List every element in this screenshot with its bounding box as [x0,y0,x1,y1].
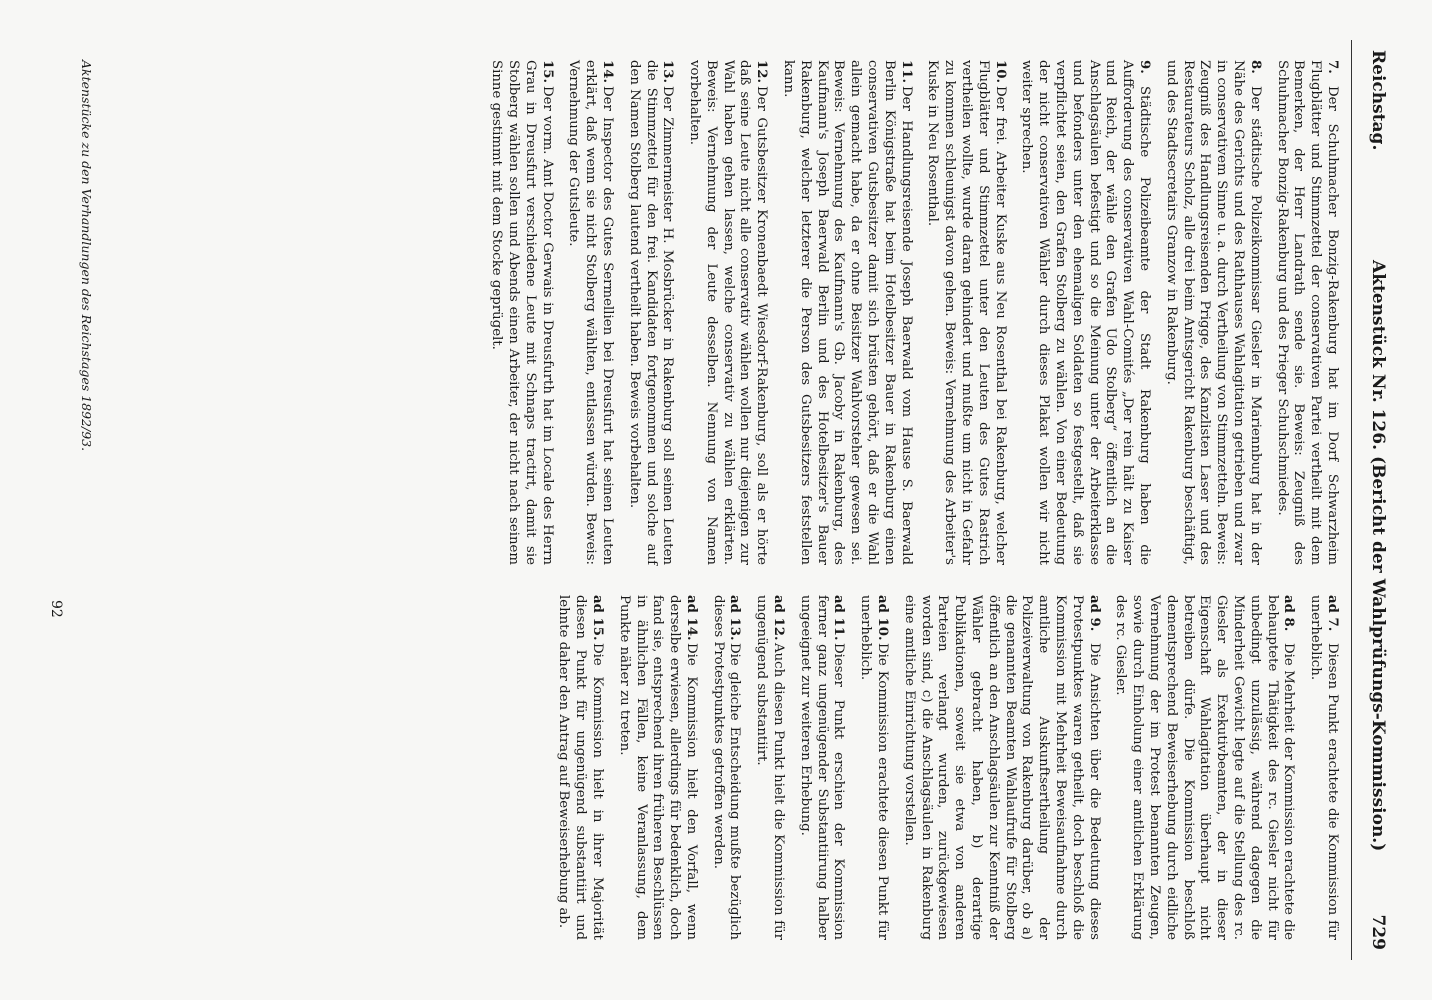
item-text: Auch diesen Punkt hielt die Kommission für ungenügend substantiirt. [754,595,787,940]
item-text: Die Kommission hielt den Vorfall, wenn derselbe erwiesen, allerdings für bedenklich, doch fand sie, entsprechend ihren früheren Beschlüssen in ähnlichen Fällen, keine Veranlassung, dem Punkte näher zu treten. [616,595,699,940]
right-item [753,595,787,940]
item-text: Die Ansichten über die Bedeutung dieses Protestpunktes waren getheilt, doch beschloß die Kommission mit Mehrheit Beweisaufnahme durch amtliche Auskunftsertheilung der Polizeiverwaltung von Rakenburg darüber, ob a) die genannten Beamten Wahlaufrufe für Stolberg öffentlich an den Anschlagsäulen zur Kenntniß der Wähler gebracht haben, b) derartige Publikationen, soweit sie etwa von anderen Parteien verlangt wurden, zurückgewiesen worden sind, c) die Anschlagsäulen in Rakenburg eine amtliche Einrichtung vorstellen. [901,595,1102,940]
left-footer: Aktenstücke zu den Verhandlungen des Reichstages 1892/93. [79,60,94,452]
item-text: Der Gutsbesitzer Kronenbaedt Wiesdorf-Rakenburg, soll als er hörte daß seine Leute nicht alle conservativ wählen wollen nur diejenigen zur Wahl haben gehen lassen, welche conservativ zu wählen erklärten. Beweis: Vernehmung der Leute desselben. Nennung von Namen vorbehalten. [687,60,770,565]
item-text: Der Inspector des Gutes Sermellien bei Dreusfurt hat seinen Leuten erklärt, daß wenn sie nicht Stolberg wählten, entlassen würden. Beweis: Vernehmung der Gutsleute. [566,60,615,565]
left-item [1018,60,1152,565]
item-text: Die gleiche Entscheidung mußte bezüglich dieses Protestpunktes getroffen werden. [710,595,743,940]
item-number: ad 10. [875,595,891,641]
item-text: Dieser Punkt erschien der Kommission ferner ganz ungenügender Substantiirung halber ungeeignet zur weiteren Erhebung. [797,595,847,940]
left-item [779,60,913,565]
item-text: Diesen Punkt erachtete die Kommission für unerheblich. [1308,595,1340,940]
item-text: Der vorm. Amt Doctor Gerwais in Dreusfurth hat im Locale des Herrn Grau in Dreusfurt verschiedene Leute mit Schnaps tractirt, damit sie Stolberg wählen sollen und Abends einen Arbeiter, der nicht nach seinem Sinne gestimmt mit dem Stocke geprügelt. [489,60,555,565]
left-column [477,60,1340,565]
item-number: ad 13. [727,595,743,641]
item-number: ad 12. [771,595,787,641]
right-item [555,595,605,940]
right-item [900,595,1102,940]
right-item [856,595,890,940]
right-item [1112,595,1297,940]
left-item [1162,60,1263,565]
item-text: Die Kommission hielt in ihrer Majorität diesen Punkt für ungenügend substantiirt und lehnte daher den Antrag auf Beweiserhebung ab. [556,595,605,940]
item-number: 11. [898,60,914,84]
item-text: Der städtische Polizeikommissar Giesler in Mariennburg hat in der Nähe des Gerichts und des Rathhauses Wahlagitation getrieben und zwar in conservativem Sinne u. a. durch Vertheilung von Stimmzetteln. Beweis: Zeugniß des Handlungsreisenden Prigge, des Kanzlisten Laser und des Restaurateurs Scholz, alle drei beim Amtsgericht Rakenburg beschäftigt, und des Stadtsecretairs Granzow in Rakenburg. [1163,60,1263,565]
right-item [615,595,699,940]
item-number: 10. [992,60,1008,84]
item-text: Der Handlungsreisende Joseph Baerwald vom Hause S. Baerwald Berlin Königstraße hat beim Hotelbesitzer Bauer in Rakenburg einen conservativen Gutsbesitzer damit sich brüsten gehört, daß er die Wahl allein gemacht habe, da er ohne Beisitzer Wahlvorsteher gewesen sei. Beweis: Vernehmung des Kaufmann's Gb. Jacoby in Rakenburg, des Kaufmann's Joseph Baerwald Berlin und des Hotelbesitzer's Bauer Rakenburg, welcher letzterer die Person des Gutsbesitzers feststellen kann. [781,60,914,565]
left-item [924,60,1008,565]
right-column [545,595,1340,940]
item-text: Die Kommission erachtete diesen Punkt für unerheblich. [858,595,891,940]
right-item [796,595,846,940]
right-item [1306,595,1340,940]
item-text: Städtische Polizeibeamte der Stadt Rakenburg haben die Aufforderung des conservativen Wahl-Comités „Der rein hält zu Kaiser und Reich, der wähle den Grafen Udo Stolberg“ öffentlich an die Anschlagsäulen befestigt und so die Meinung unter der Arbeiterklasse und befonders unter den ehemaligen Soldaten so festgestellt, daß sie verpflichtet seien, den Grafen Stolberg zu wählen. Von einer Bedeutung der nicht conservativen Wähler durch dieses Plakat wollen wir nicht weiter sprechen. [1019,60,1153,565]
item-number: 9. [1137,60,1153,74]
item-number: 15. [539,60,555,84]
item-number: 14. [599,60,615,84]
right-item [709,595,743,940]
item-number: ad 7. [1325,595,1340,632]
item-number: 7. [1325,60,1340,74]
item-text: Der Zimmermeister H. Mosbrücker in Rakenburg soll seinen Leuten die Stimmzettel für den frei. Kandidaten fortgenommen und solche auf den Namen Stolberg lautend vertheilt haben. Beweis vorbehalten. [626,60,676,565]
left-item [625,60,675,565]
left-item [487,60,554,565]
page-header [1358,40,1388,960]
item-number: ad 11. [831,595,847,641]
left-item [685,60,769,565]
item-number: ad 14. [683,595,699,641]
item-number: ad 9. [1086,595,1102,632]
item-text: Der Schuhmacher Bonzig-Rakenburg hat im Dorf Schwarzheim Flugblätter und Stimmzettel der conservativen Partei vertheilt mit dem Bemerken, der Herr Landrath sende sie. Beweis: Zeugniß des Schuhmacher Bonzig-Rakenburg und des Prieger Schuhschmiedes. [1274,60,1340,565]
item-text: Der frei. Arbeiter Kuske aus Neu Rosenthal bei Rakenburg, welcher Flugblätter und Stimmzettel unter den Leuten des Gutes Rastrich vertheilen wollte, wurde daran gehindert und mußte um nicht in Gefahr zu kommen schleunigst davon gehen. Beweis: Vernehmung des Arbeiter's Kuske in Neu Rosenthal. [925,60,1008,565]
item-number: ad 15. [589,595,605,641]
header-left: Reichstag. [1368,50,1388,151]
item-number: 13. [660,60,676,84]
left-item [565,60,615,565]
header-page-number: 729 [1368,914,1388,950]
item-number: 8. [1247,60,1263,74]
header-center: Aktenstück Nr. 126. (Bericht der Wahlprüfungs-Kommission.) [1368,260,1388,852]
header-rule [1351,40,1352,960]
left-item [1273,60,1340,565]
item-number: 12. [754,60,770,84]
item-number: ad 8. [1281,595,1297,632]
page-footer-number: 92 [48,600,64,618]
item-text: Die Mehrheit der Kommission erachtete die behauptete Thätigkeit des rc. Giesler nicht für unbedingt unzulässig, während dagegen die Minderheit Gewicht legte auf die Stellung des rc. Giesler als Exekutivbeamten, der in dieser Eigenschaft Wahlagitation überhaupt nicht betreiben dürfe. Die Kommission beschloß dementsprechend Beweiserhebung durch eidliche Vernehmung der im Protest benannten Zeugen, sowie durch Einholung einer amtlichen Erklärung des rc. Giesler. [1113,595,1297,940]
